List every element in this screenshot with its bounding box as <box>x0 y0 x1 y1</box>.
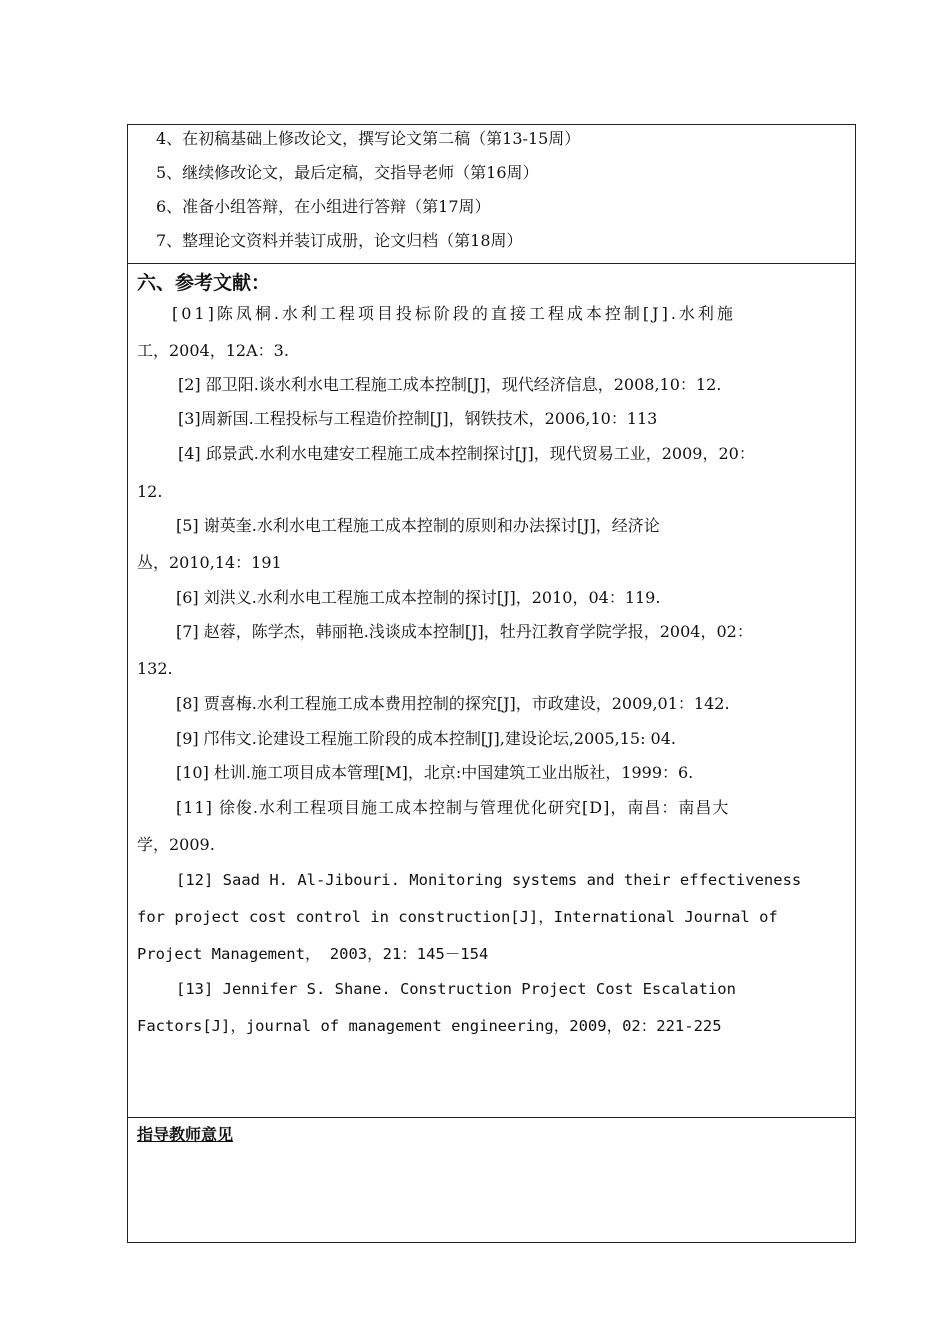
reference-line: Factors[J]，journal of management engineering，2009，02：221-225 <box>137 1017 722 1035</box>
reference-line: 丛，2010,14：191 <box>137 553 282 572</box>
reference-line: for project cost control in construction[J]，International Journal of <box>137 908 778 926</box>
reference-line: [10] 杜训.施工项目成本管理[M]，北京:中国建筑工业出版社，1999：6. <box>176 763 694 782</box>
reference-line: [2] 邵卫阳.谈水利水电工程施工成本控制[J]，现代经济信息，2008,10：12. <box>178 375 722 394</box>
reference-line: 学，2009. <box>137 835 215 854</box>
references-section <box>127 263 856 1118</box>
reference-line: Project Management， 2003，21：145－154 <box>137 945 489 963</box>
reference-line: [6] 刘洪义.水利水电工程施工成本控制的探讨[J]，2010，04：119. <box>176 588 661 607</box>
schedule-item: 5、继续修改论文，最后定稿，交指导老师（第16周） <box>156 163 539 182</box>
reference-line: [3]周新国.工程投标与工程造价控制[J]，钢铁技术，2006,10：113 <box>178 409 658 428</box>
reference-line: [11] 徐俊.水利工程项目施工成本控制与管理优化研究[D]，南昌：南昌大 <box>176 798 730 817</box>
reference-line: 12. <box>137 482 163 501</box>
schedule-section <box>127 124 856 264</box>
reference-line: 132. <box>137 659 173 678</box>
advisor-opinion-label: 指导教师意见 <box>137 1125 234 1144</box>
reference-line: [4] 邱景武.水利水电建安工程施工成本控制探讨[J]，现代贸易工业，2009，20： <box>178 444 755 463</box>
reference-line: [5] 谢英奎.水利水电工程施工成本控制的原则和办法探讨[J]，经济论 <box>176 516 660 535</box>
reference-line: [8] 贾喜梅.水利工程施工成本费用控制的探究[J]，市政建设，2009,01：142. <box>176 694 730 713</box>
reference-line: 工，2004，12A：3. <box>137 341 289 360</box>
advisor-opinion-section <box>127 1117 856 1243</box>
reference-line: [9] 邝伟文.论建设工程施工阶段的成本控制[J],建设论坛,2005,15: 04. <box>176 729 676 748</box>
schedule-item: 4、在初稿基础上修改论文，撰写论文第二稿（第13-15周） <box>156 129 581 148</box>
reference-line: [12] Saad H. Al-Jibouri. Monitoring systems and their effectiveness <box>176 871 802 889</box>
references-heading: 六、参考文献： <box>137 272 271 294</box>
schedule-item: 6、准备小组答辩，在小组进行答辩（第17周） <box>156 197 491 216</box>
reference-line: [13] Jennifer S. Shane. Construction Project Cost Escalation <box>176 980 736 998</box>
reference-line: [7] 赵蓉，陈学杰，韩丽艳.浅谈成本控制[J]，牡丹江教育学院学报，2004，02： <box>176 622 753 641</box>
reference-line: [01]陈凤桐.水利工程项目投标阶段的直接工程成本控制[J].水利施 <box>172 304 736 323</box>
schedule-item: 7、整理论文资料并装订成册，论文归档（第18周） <box>156 231 523 250</box>
